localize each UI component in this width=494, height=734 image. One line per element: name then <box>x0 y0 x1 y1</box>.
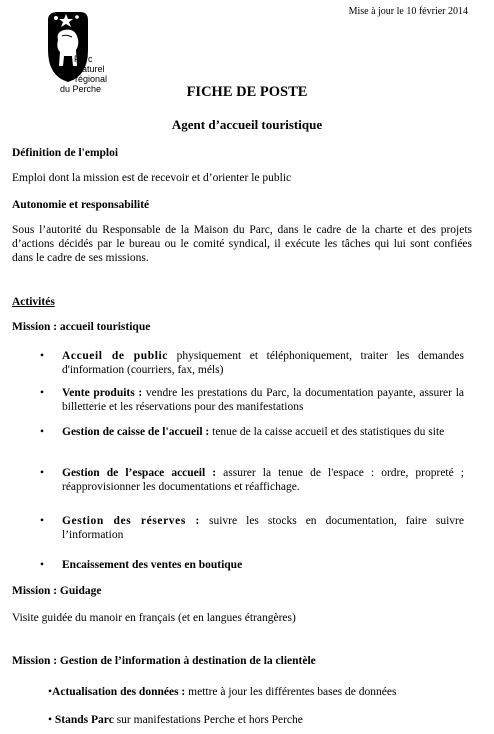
item-label: Gestion de l’espace accueil : <box>62 467 217 479</box>
list-item <box>62 467 464 495</box>
bullet-icon: • <box>40 515 45 527</box>
mission-guiding-text: Visite guidée du manoir en français (et en langues étrangères) <box>12 612 296 624</box>
item-text: vendre les prestations du Parc, la documentation payante, assurer la billetterie et les réservations pour des manifestations <box>62 387 464 413</box>
bullet-icon: • <box>40 350 45 362</box>
mission-guiding-heading: Mission : Guidage <box>12 585 102 597</box>
activities-heading: Activités <box>12 296 55 308</box>
autonomy-text: Sous l’autorité du Responsable de la Maison du Parc, dans le cadre de la charte et des projets d’actions décidés par le bureau ou le comité syndical, il exécute les tâches qui lui sont confiées dans le cadre de ses missions. <box>12 224 472 264</box>
bullet-icon: • <box>40 387 45 399</box>
logo-line: Parc <box>74 54 93 64</box>
mission-tourism-heading: Mission : accueil touristique <box>12 321 151 333</box>
definition-heading: Définition de l'emploi <box>12 147 119 159</box>
bullet-icon: • <box>48 686 53 698</box>
autonomy-heading: Autonomie et responsabilité <box>12 199 150 211</box>
job-title: Agent d’accueil touristique <box>171 117 323 132</box>
logo-line: régional <box>75 74 108 84</box>
item-text: physiquement et téléphoniquement, traiter les demandes d'information (courriers, fax, méls) <box>62 350 464 376</box>
update-date: Mise à jour le 10 février 2014 <box>348 6 468 17</box>
item-label: Gestion de caisse de l'accueil : <box>62 426 210 438</box>
list-item <box>62 350 464 378</box>
logo-line: naturel <box>77 64 105 74</box>
list-item <box>62 559 464 573</box>
bullet-icon: • <box>48 714 55 726</box>
list-item <box>48 686 468 700</box>
mission-info-heading: Mission : Gestion de l’information à destination de la clientèle <box>12 655 316 667</box>
item-text: assurer la tenue de l'espace : ordre, propreté ; réapprovisionner les documentations et réaffichage. <box>62 467 464 493</box>
item-text: mettre à jour les différentes bases de données <box>185 686 397 698</box>
item-label: Gestion des réserves : <box>62 515 200 527</box>
item-text: sur manifestations Perche et hors Perche <box>113 714 303 726</box>
bullet-icon: • <box>40 559 45 571</box>
item-text: tenue de la caisse accueil et des statistiques du site <box>209 426 445 438</box>
item-label: Accueil de public <box>62 350 169 362</box>
list-item <box>62 426 464 440</box>
logo-line: du Perche <box>60 84 102 94</box>
page-title: FICHE DE POSTE <box>186 84 308 100</box>
list-item <box>62 387 464 415</box>
bullet-icon: • <box>40 467 45 479</box>
definition-text: Emploi dont la mission est de recevoir et d’orienter le public <box>12 172 292 184</box>
bullet-icon: • <box>40 426 45 438</box>
list-item <box>48 714 468 728</box>
item-label: Vente produits : <box>62 387 143 399</box>
item-label: Actualisation des données : <box>52 686 186 698</box>
item-label: Stands Parc <box>54 714 114 726</box>
item-label: Encaissement des ventes en boutique <box>62 559 243 571</box>
item-text: suivre les stocks en documentation, faire suivre l’information <box>62 515 464 541</box>
list-item <box>62 515 464 543</box>
